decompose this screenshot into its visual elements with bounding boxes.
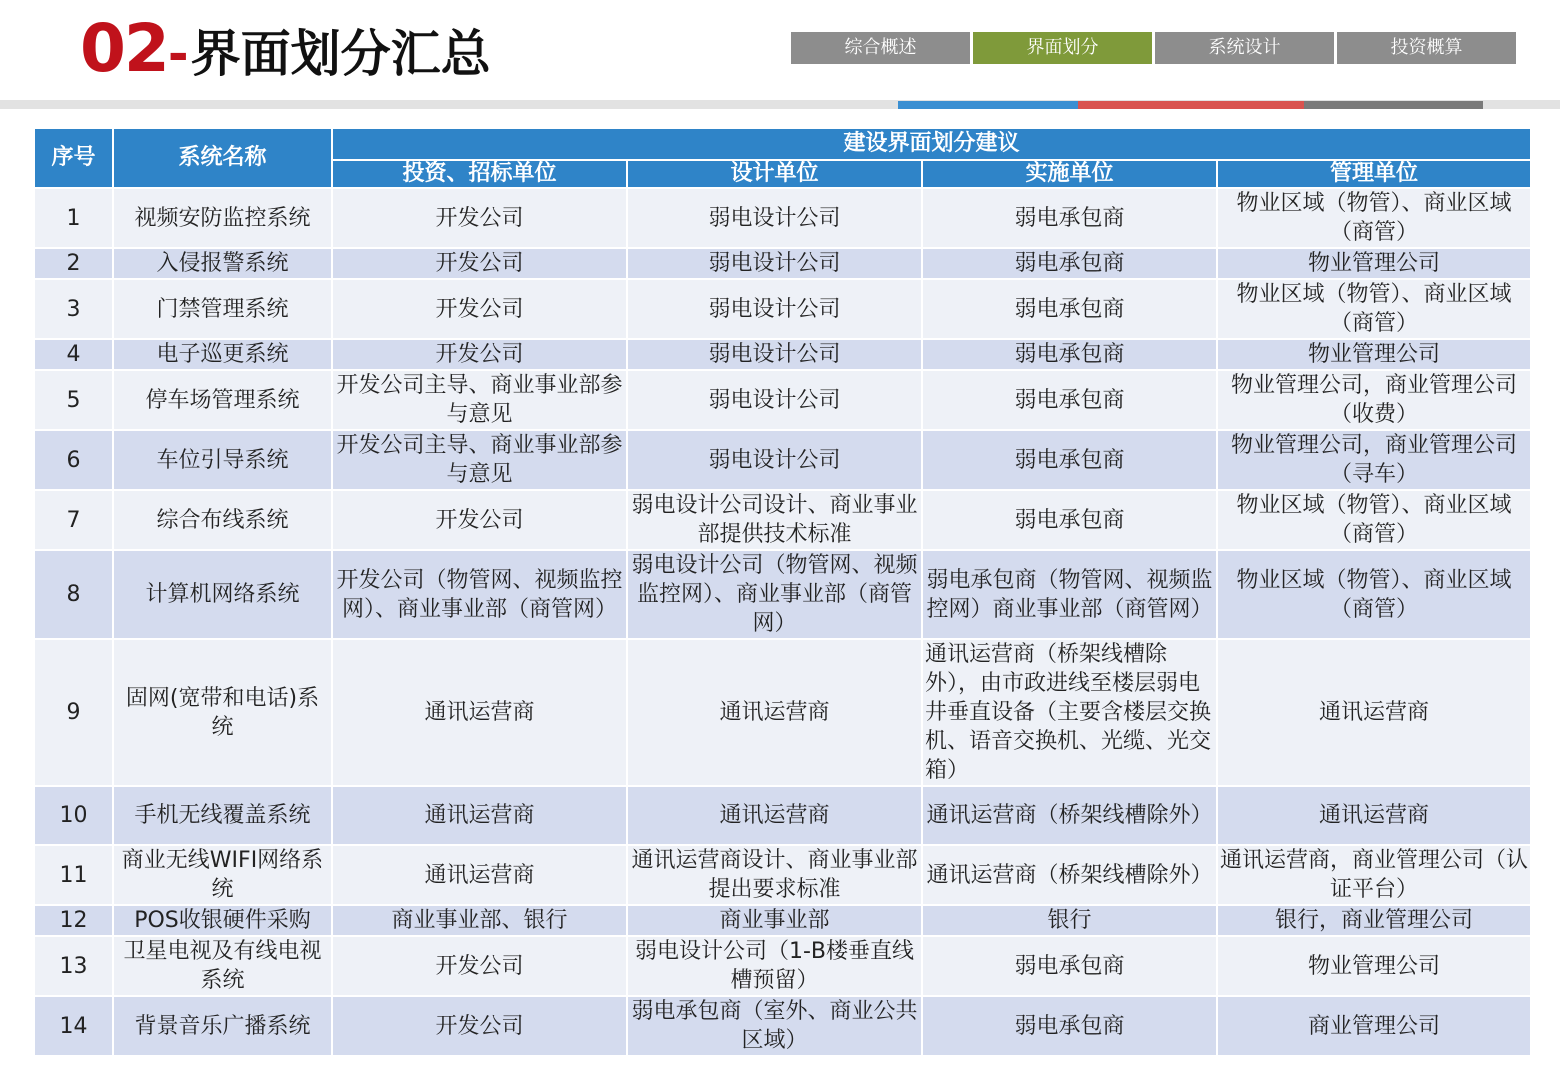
- cell-system: 入侵报警系统: [113, 248, 332, 279]
- cell-manager: 物业区域（物管）、商业区域（商管）: [1217, 490, 1531, 550]
- table-row: [34, 550, 1531, 639]
- cell-designer: 弱电设计公司（物管网、视频监控网）、商业事业部（商管网）: [627, 550, 922, 639]
- cell-manager: 物业区域（物管）、商业区域（商管）: [1217, 550, 1531, 639]
- cell-index: 12: [34, 905, 113, 936]
- header-system-name: 系统名称: [113, 128, 332, 188]
- cell-implementer: 弱电承包商: [922, 188, 1217, 248]
- cell-implementer: 弱电承包商: [922, 248, 1217, 279]
- cell-designer: 弱电设计公司: [627, 279, 922, 339]
- table-row: [34, 936, 1531, 996]
- cell-index: 1: [34, 188, 113, 248]
- cell-investor: 开发公司主导、商业事业部参与意见: [332, 370, 627, 430]
- table-row: [34, 845, 1531, 905]
- cell-system: 车位引导系统: [113, 430, 332, 490]
- table-row: [34, 279, 1531, 339]
- table-row: [34, 430, 1531, 490]
- table-row: [34, 996, 1531, 1056]
- cell-index: 4: [34, 339, 113, 370]
- cell-investor: 通讯运营商: [332, 845, 627, 905]
- cell-designer: 商业事业部: [627, 905, 922, 936]
- interface-division-table: [33, 127, 1532, 1057]
- cell-index: 11: [34, 845, 113, 905]
- cell-designer: 弱电设计公司: [627, 188, 922, 248]
- tab-system-design[interactable]: 系统设计: [1155, 32, 1334, 64]
- header-group: 建设界面划分建议: [332, 128, 1531, 160]
- cell-investor: 开发公司: [332, 248, 627, 279]
- cell-system: 商业无线WIFI网络系统: [113, 845, 332, 905]
- cell-implementer: 弱电承包商（物管网、视频监控网）商业事业部（商管网）: [922, 550, 1217, 639]
- cell-system: 电子巡更系统: [113, 339, 332, 370]
- cell-system: POS收银硬件采购: [113, 905, 332, 936]
- cell-index: 5: [34, 370, 113, 430]
- cell-implementer: 弱电承包商: [922, 490, 1217, 550]
- cell-implementer: 弱电承包商: [922, 279, 1217, 339]
- cell-investor: 开发公司: [332, 339, 627, 370]
- cell-manager: 银行，商业管理公司: [1217, 905, 1531, 936]
- cell-system: 固网(宽带和电话)系统: [113, 639, 332, 786]
- cell-system: 综合布线系统: [113, 490, 332, 550]
- table-row: [34, 248, 1531, 279]
- table-row: [34, 490, 1531, 550]
- cell-investor: 开发公司: [332, 279, 627, 339]
- table-row: [34, 188, 1531, 248]
- cell-implementer: 通讯运营商（桥架线槽除外），由市政进线至楼层弱电井垂直设备（主要含楼层交换机、语音交换机、光缆、光交箱）: [922, 639, 1217, 786]
- cell-index: 6: [34, 430, 113, 490]
- cell-system: 背景音乐广播系统: [113, 996, 332, 1056]
- cell-index: 14: [34, 996, 113, 1056]
- cell-investor: 通讯运营商: [332, 786, 627, 845]
- page-number: 02: [80, 10, 168, 87]
- cell-manager: 物业管理公司: [1217, 936, 1531, 996]
- cell-manager: 物业区域（物管）、商业区域（商管）: [1217, 188, 1531, 248]
- cell-index: 8: [34, 550, 113, 639]
- page-dash: -: [167, 25, 187, 83]
- cell-manager: 商业管理公司: [1217, 996, 1531, 1056]
- cell-designer: 弱电设计公司设计、商业事业部提供技术标准: [627, 490, 922, 550]
- cell-implementer: 弱电承包商: [922, 430, 1217, 490]
- cell-system: 卫星电视及有线电视系统: [113, 936, 332, 996]
- cell-designer: 通讯运营商设计、商业事业部提出要求标准: [627, 845, 922, 905]
- cell-designer: 弱电设计公司: [627, 248, 922, 279]
- table-row: [34, 905, 1531, 936]
- cell-manager: 物业区域（物管）、商业区域（商管）: [1217, 279, 1531, 339]
- cell-designer: 弱电承包商（室外、商业公共区域）: [627, 996, 922, 1056]
- header-designer: 设计单位: [627, 160, 922, 188]
- table-row: [34, 786, 1531, 845]
- cell-system: 计算机网络系统: [113, 550, 332, 639]
- cell-designer: 通讯运营商: [627, 639, 922, 786]
- tab-interface-division[interactable]: 界面划分: [973, 32, 1152, 64]
- cell-investor: 商业事业部、银行: [332, 905, 627, 936]
- cell-designer: 弱电设计公司: [627, 339, 922, 370]
- table-row: [34, 370, 1531, 430]
- cell-system: 手机无线覆盖系统: [113, 786, 332, 845]
- header-index: 序号: [34, 128, 113, 188]
- cell-designer: 弱电设计公司: [627, 370, 922, 430]
- page-title: 界面划分汇总: [190, 25, 491, 83]
- cell-investor: 开发公司: [332, 936, 627, 996]
- cell-manager: 物业管理公司，商业管理公司（寻车）: [1217, 430, 1531, 490]
- cell-investor: 开发公司: [332, 996, 627, 1056]
- cell-implementer: 弱电承包商: [922, 996, 1217, 1056]
- header-investor: 投资、招标单位: [332, 160, 627, 188]
- cell-manager: 通讯运营商，商业管理公司（认证平台）: [1217, 845, 1531, 905]
- cell-designer: 弱电设计公司: [627, 430, 922, 490]
- cell-index: 13: [34, 936, 113, 996]
- cell-index: 9: [34, 639, 113, 786]
- page-heading: [80, 10, 491, 96]
- tab-overview[interactable]: 综合概述: [791, 32, 970, 64]
- cell-manager: 通讯运营商: [1217, 786, 1531, 845]
- cell-index: 10: [34, 786, 113, 845]
- table-row: [34, 639, 1531, 786]
- header-implementer: 实施单位: [922, 160, 1217, 188]
- cell-system: 视频安防监控系统: [113, 188, 332, 248]
- section-nav: [791, 32, 1519, 64]
- table-row: [34, 339, 1531, 370]
- cell-implementer: 通讯运营商（桥架线槽除外）: [922, 786, 1217, 845]
- cell-investor: 开发公司: [332, 490, 627, 550]
- accent-bar-red: [1078, 101, 1304, 109]
- cell-index: 3: [34, 279, 113, 339]
- cell-investor: 通讯运营商: [332, 639, 627, 786]
- cell-implementer: 银行: [922, 905, 1217, 936]
- cell-implementer: 弱电承包商: [922, 370, 1217, 430]
- cell-system: 停车场管理系统: [113, 370, 332, 430]
- accent-bar-blue: [898, 101, 1078, 109]
- cell-index: 7: [34, 490, 113, 550]
- cell-manager: 通讯运营商: [1217, 639, 1531, 786]
- cell-investor: 开发公司: [332, 188, 627, 248]
- accent-bar-gray: [1304, 101, 1483, 109]
- cell-index: 2: [34, 248, 113, 279]
- cell-designer: 弱电设计公司（1-B楼垂直线槽预留）: [627, 936, 922, 996]
- cell-designer: 通讯运营商: [627, 786, 922, 845]
- cell-implementer: 弱电承包商: [922, 936, 1217, 996]
- cell-implementer: 弱电承包商: [922, 339, 1217, 370]
- header-manager: 管理单位: [1217, 160, 1531, 188]
- cell-system: 门禁管理系统: [113, 279, 332, 339]
- cell-investor: 开发公司（物管网、视频监控网）、商业事业部（商管网）: [332, 550, 627, 639]
- cell-implementer: 通讯运营商（桥架线槽除外）: [922, 845, 1217, 905]
- cell-manager: 物业管理公司: [1217, 248, 1531, 279]
- cell-investor: 开发公司主导、商业事业部参与意见: [332, 430, 627, 490]
- cell-manager: 物业管理公司: [1217, 339, 1531, 370]
- tab-investment-estimate[interactable]: 投资概算: [1337, 32, 1516, 64]
- cell-manager: 物业管理公司，商业管理公司（收费）: [1217, 370, 1531, 430]
